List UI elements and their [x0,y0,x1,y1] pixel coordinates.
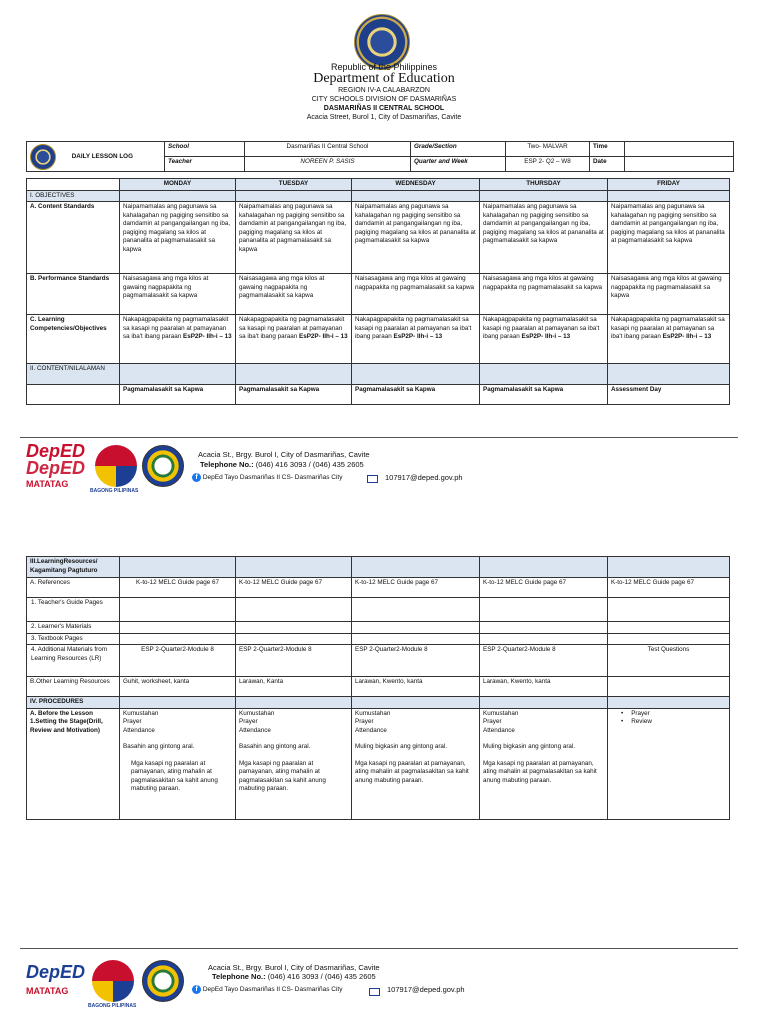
procedure-cell-friday [608,708,730,819]
teacher-label: Teacher [165,157,245,172]
textbook-pages-label: 3. Textbook Pages [27,633,120,645]
day-header: WEDNESDAY [352,179,480,191]
school-seal-icon [142,445,184,487]
additional-materials-cell: ESP 2-Quarter2-Module 8 [120,645,236,677]
bagong-pilipinas-label: BAGONG PILIPINAS [90,488,139,494]
time-value [625,142,734,157]
mail-icon [367,475,378,483]
content-standards-cell: Naipamamalas ang pagunawa sa kahalagahan ng pagiging sensitibo sa damdamin at pangangailangan ng iba, pagiging magalang sa kilos at pananalita at pagmamalasakit sa kapwa [608,202,730,274]
other-resources-cell: Larawan, Kanta [236,677,352,697]
competencies-cell: Nakapagpapakita ng pagmamalasakit sa kasapi ng paaralan at pamayanan sa iba't ibang paraan EsP2P- IIh-i – 13 [608,315,730,364]
competencies-cell: Nakapagpapakita ng pagmamalasakit sa kasapi ng paaralan at pamayanan sa iba't ibang paraan EsP2P- IIh-i – 13 [480,315,608,364]
day-header: TUESDAY [236,179,352,191]
additional-materials-cell: ESP 2-Quarter2-Module 8 [480,645,608,677]
reference-cell: K-to-12 MELC Guide page 67 [236,578,352,598]
facebook-icon: f [192,985,201,994]
quarter-label: Quarter and Week [411,157,506,172]
footer-address: Acacia St., Brgy. Burol I, City of Dasmariñas, Cavite [198,450,370,459]
objectives-table [26,178,730,405]
before-lesson-cell [27,708,120,819]
footer-telephone: Telephone No.: (046) 416 3093 / (046) 435 2605 [212,972,376,981]
additional-materials-label: 4. Additional Materials from Learning Resources (LR) [27,645,120,677]
other-resources-label: B.Other Learning Resources [27,677,120,697]
references-label: A. References [27,578,120,598]
content-section-label: II. CONTENT/NILALAMAN [27,364,120,385]
deped-logo: DepED [26,441,86,461]
before-lesson-label: A. Before the Lesson [30,709,93,717]
content-standards-cell: Naipamamalas ang pagunawa sa kahalagahan ng pagiging sensitibo sa damdamin at pangangailangan ng iba, pagiging magalang sa kilos at pananalita at pagmamalasakit sa kapwa [352,202,480,274]
reference-cell: K-to-12 MELC Guide page 67 [480,578,608,598]
header-address: Acacia Street, Burol 1, City of Dasmariñas, Cavite [306,114,462,121]
procedure-cell-wednesday: Kumustahan Prayer Attendance Muling bigkasin ang gintong aral. Mga kasapi ng paaralan at pamayanan, ating mahalin at pagmalasakitan sa kahit anung mabuting paraan. [352,708,480,819]
content-standards-cell: Naipamamalas ang pagunawa sa kahalagahan ng pagiging sensitibo sa damdamin at pangangailangan ng iba, pagiging magalang sa kilos at pananalita at pagmamalasakit sa kapwa [236,202,352,274]
footer-facebook[interactable]: f DepEd Tayo Dasmariñas II CS- Dasmariñas City [192,985,343,994]
content-cell: Pagmamalasakit sa Kapwa [236,385,352,405]
footer-address: Acacia St., Brgy. Burol I, City of Dasmariñas, Cavite [208,963,380,972]
log-title-cell [27,142,165,172]
content-cell: Pagmamalasakit sa Kapwa [120,385,236,405]
learners-materials-label: 2. Learner's Materials [27,622,120,634]
objectives-section-label: I. OBJECTIVES [27,190,120,202]
footer-divider [20,437,738,438]
school-label: School [165,142,245,157]
matatag-logo: MATATAG [26,479,69,489]
list-item: • Prayer [611,710,726,719]
additional-materials-cell: ESP 2-Quarter2-Module 8 [236,645,352,677]
grade-value: Two- MALVAR [506,142,590,157]
teacher-value: NOREEN P. SASIS [245,157,411,172]
day-header: FRIDAY [608,179,730,191]
other-resources-cell [608,677,730,697]
date-value [625,157,734,172]
deped-seal-small-icon [30,144,56,170]
other-resources-cell: Guhit, worksheet, kanta [120,677,236,697]
footer-email[interactable]: 107917@deped.gov.ph [385,473,463,482]
procedure-cell-monday: Kumustahan Prayer Attendance Basahin ang gintong aral. Mga kasapi ng paaralan at pamayanan, ating mahalin at pagmalasakitan sa kahit anung mabuting paraan. [120,708,236,819]
content-cell: Assessment Day [608,385,730,405]
content-cell: Pagmamalasakit sa Kapwa [480,385,608,405]
day-header: MONDAY [120,179,236,191]
header-republic: Republic of the Philippines [330,62,438,72]
procedures-section-label: IV. PROCEDURES [27,697,120,709]
time-label: Time [590,142,625,157]
performance-standards-cell: Naisasagawa ang mga kilos at gawaing nagpapakita ng pagmamalasakit sa kapwa [480,274,608,315]
header-region: REGION IV-A CALABARZON [338,87,430,94]
other-resources-cell: Larawan, Kwento, kanta [480,677,608,697]
reference-cell: K-to-12 MELC Guide page 67 [608,578,730,598]
deped-logo: DepED [26,962,86,982]
header-department: Department of Education [313,71,455,86]
school-value: Dasmariñas II Central School [245,142,411,157]
performance-standards-label: B. Performance Standards [27,274,120,315]
footer-telephone: Telephone No.: (046) 416 3093 / (046) 435 2605 [200,460,364,469]
competencies-cell: Nakapagpapakita ng pagmamalasakit sa kasapi ng paaralan at pamayanan sa iba't ibang paraan EsP2P- IIh-i – 13 [236,315,352,364]
performance-standards-cell: Naisasagawa ang mga kilos at gawaing nagpapakita ng pagmamalasakit sa kapwa [352,274,480,315]
content-standards-label: A. Content Standards [27,202,120,274]
setting-stage-label: 1.Setting the Stage(Drill, Review and Motivation) [30,718,103,734]
quarter-value: ESP 2- Q2 – W8 [506,157,590,172]
facebook-icon: f [192,473,201,482]
footer-divider [20,948,738,949]
list-item: • Review [611,718,726,727]
content-standards-cell: Naipamamalas ang pagunawa sa kahalagahan ng pagiging sensitibo sa damdamin at pangangailangan ng iba, pagiging magalang sa kilos at pananalita at pagmamalasakit sa kapwa [120,202,236,274]
performance-standards-cell: Naisasagawa ang mga kilos at gawaing nagpapakita ng pagmamalasakit sa kapwa [236,274,352,315]
procedure-cell-tuesday: Kumustahan Prayer Attendance Basahin ang gintong aral. Mga kasapi ng paaralan at pamayanan, ating mahalin at pagmalasakitan sa kahit anung mabuting paraan. [236,708,352,819]
resources-procedures-table [26,556,730,820]
footer-email[interactable]: 107917@deped.gov.ph [387,985,465,994]
header-division: CITY SCHOOLS DIVISION OF DASMARIÑAS [311,96,457,103]
reference-cell: K-to-12 MELC Guide page 67 [352,578,480,598]
competencies-label: C. Learning Competencies/Objectives [27,315,120,364]
performance-standards-cell: Naisasagawa ang mga kilos at gawaing nagpapakita ng pagmamalasakit sa kapwa [608,274,730,315]
content-empty-cell [27,385,120,405]
bagong-pilipinas-logo-icon [92,960,134,1002]
bagong-pilipinas-label: BAGONG PILIPINAS [88,1003,137,1009]
content-standards-cell: Naipamamalas ang pagunawa sa kahalagahan ng pagiging sensitibo sa damdamin at pangangailangan ng iba, pagiging magalang sa kilos at pananalita at pagmamalasakit sa kapwa [480,202,608,274]
procedure-cell-thursday: Kumustahan Prayer Attendance Muling bigkasin ang gintong aral. Mga kasapi ng paaralan at pamayanan, ating mahalin at pagmalasakitan sa kahit anung mabuting paraan. [480,708,608,819]
corner-cell [27,179,120,191]
date-label: Date [590,157,625,172]
competencies-cell: Nakapagpapakita ng pagmamalasakit sa kasapi ng paaralan at pamayanan sa iba't ibang paraan EsP2P- IIh-i – 13 [352,315,480,364]
additional-materials-cell: Test Questions [608,645,730,677]
footer-facebook[interactable]: f DepEd Tayo Dasmariñas II CS- Dasmariñas City [192,473,343,482]
competencies-cell: Nakapagpapakita ng pagmamalasakit sa kasapi ng paaralan at pamayanan sa iba't ibang paraan EsP2P- IIh-i – 13 [120,315,236,364]
day-header: THURSDAY [480,179,608,191]
matatag-logo: MATATAG [26,986,69,996]
performance-standards-cell: Naisasagawa ang mga kilos at gawaing nagpapakita ng pagmamalasakit sa kapwa [120,274,236,315]
school-seal-icon [142,960,184,1002]
reference-cell: K-to-12 MELC Guide page 67 [120,578,236,598]
teachers-guide-label: 1. Teacher's Guide Pages [27,598,120,622]
mail-icon [369,988,380,996]
log-title: DAILY LESSON LOG [71,153,133,161]
content-cell: Pagmamalasakit sa Kapwa [352,385,480,405]
header-school: DASMARIÑAS II CENTRAL SCHOOL [323,105,445,112]
other-resources-cell: Larawan, Kwento, kanta [352,677,480,697]
resources-section-label: III.LearningResources/ Kagamitang Pagtuturo [27,557,120,578]
lesson-info-table [26,141,734,172]
additional-materials-cell: ESP 2-Quarter2-Module 8 [352,645,480,677]
bagong-pilipinas-logo-icon [95,445,137,487]
deped-logo-shadow: DepED [26,458,86,478]
grade-label: Grade/Section [411,142,506,157]
